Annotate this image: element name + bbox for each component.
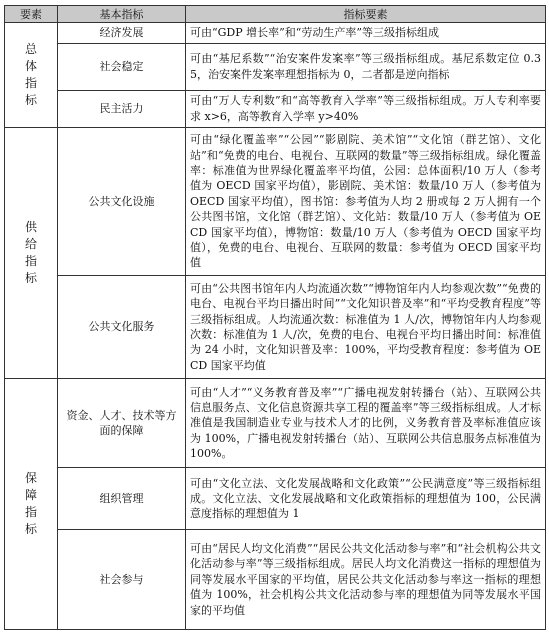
table-row [5,127,546,275]
group-overall [5,23,58,128]
table-row [5,468,546,530]
group-label-char: 标 [24,521,37,536]
indicator-description: 可由“万人专利数”和“高等教育入学率”等三级指标组成。万人专利率要求 x>6，高等教育入学率 y>40% [186,90,546,127]
indicator-description: 可由“公共图书馆年内人均流通次数”“博物馆年内人均参观次数”“免费的电台、电视台平均日播出时间”“文化知识普及率”和“平均受教育程度”等三级指标组成。人均流通次数：标准值为 1 人/次，博物馆年内人均参观次数：标准值为 1 人/次，免费的电台、电视台平均日播出时间：标准值为 24 小时，文化知识普及率：100%，平均受教育程度：参考值为 OECD 国家平均值 [186,276,546,379]
basic-indicator: 公共文化设施 [58,127,186,275]
indicator-description: 可由“人才”“义务教育普及率”“广播电视发射转播台（站）、互联网公共信息服务点、文化信息资源共享工程的覆盖率”等三级指标组成。人才标准值是我国制造业专业与技术人才的比例，义务教育普及率标准值应该为 100%，广播电视发射转播台（站）、互联网公共信息服务点标准值为 100%。 [186,378,546,468]
group-label-char: 指 [24,75,37,90]
indicator-description: 可由“基尼系数”“治安案件发案率”等三级指标组成。基尼系数定位 0.35，治安案件发案率理想指标为 0，二者都是逆向指标 [186,43,546,90]
basic-indicator: 社会稳定 [58,43,186,90]
group-label-char: 体 [24,58,37,73]
indicator-description: 可由“绿化覆盖率”“公园”“影剧院、美术馆”“文化馆（群艺馆）、文化站”和“免费的电台、电视台、互联网的数量”等三级指标组成。绿化覆盖率：标准值为世界绿化覆盖率平均值，公园：总体面积/10 万人（参考值为 OECD 国家平均值），影剧院、美术馆：数量/10 万人（参考值为 OECD 国家平均值），图书馆：参考值为人均 2 册或每 2 万人拥有一个公共图书馆，文化馆（群艺馆）、文化站：数量/10 万人（参考值为 OECD 国家平均值），博物馆：数量/10 万人（参考值为 OECD 国家平均值），免费的电台、电视台、互联网的数量：参考值为 OECD 国家平均值 [186,127,546,275]
table-header [5,6,546,23]
table-row [5,276,546,379]
basic-indicator: 组织管理 [58,468,186,530]
basic-indicator: 经济发展 [58,23,186,44]
table-row [5,43,546,90]
basic-indicator: 社会参与 [58,530,186,630]
table-row [5,23,546,44]
basic-indicator: 民主活力 [58,90,186,127]
basic-indicator: 资金、人才、技术等方面的保障 [58,378,186,468]
basic-indicator: 公共文化服务 [58,276,186,379]
header-element: 要素 [5,6,58,23]
header-basic-indicator: 基本指标 [58,6,186,23]
group-label-char: 指 [24,504,37,519]
group-label-char: 供 [24,219,37,234]
group-supply [5,127,58,378]
indicator-table [4,5,546,630]
group-label-char: 标 [24,92,37,107]
header-row [5,6,546,23]
group-label-char: 给 [24,236,37,251]
group-label-char: 保 [24,470,37,485]
group-label-char: 标 [24,270,37,285]
table-row [5,378,546,468]
indicator-description: 可由“GDP 增长率”和“劳动生产率”等三级指标组成 [186,23,546,44]
group-label-char: 指 [24,253,37,268]
table-body [5,23,546,630]
table-row [5,530,546,630]
header-indicator-elements: 指标要素 [186,6,546,23]
group-label-char: 障 [24,487,37,502]
group-label-char: 总 [24,41,37,56]
indicator-description: 可由“文化立法、文化发展战略和文化政策”“公民满意度”等三级指标组成。文化立法、文化发展战略和文化政策指标的理想值为 100，公民满意度指标的理想值为 1 [186,468,546,530]
table-row [5,90,546,127]
group-guarantee [5,378,58,629]
indicator-description: 可由“居民人均文化消费”“居民公共文化活动参与率”和“社会机构公共文化活动参与率”等三级指标组成。居民人均文化消费这一指标的理想值为同等发展水平国家的平均值，居民公共文化活动参与率这一指标的理想值为 100%，社会机构公共文化活动参与率的理想值为同等发展水平国家的平均值 [186,530,546,630]
